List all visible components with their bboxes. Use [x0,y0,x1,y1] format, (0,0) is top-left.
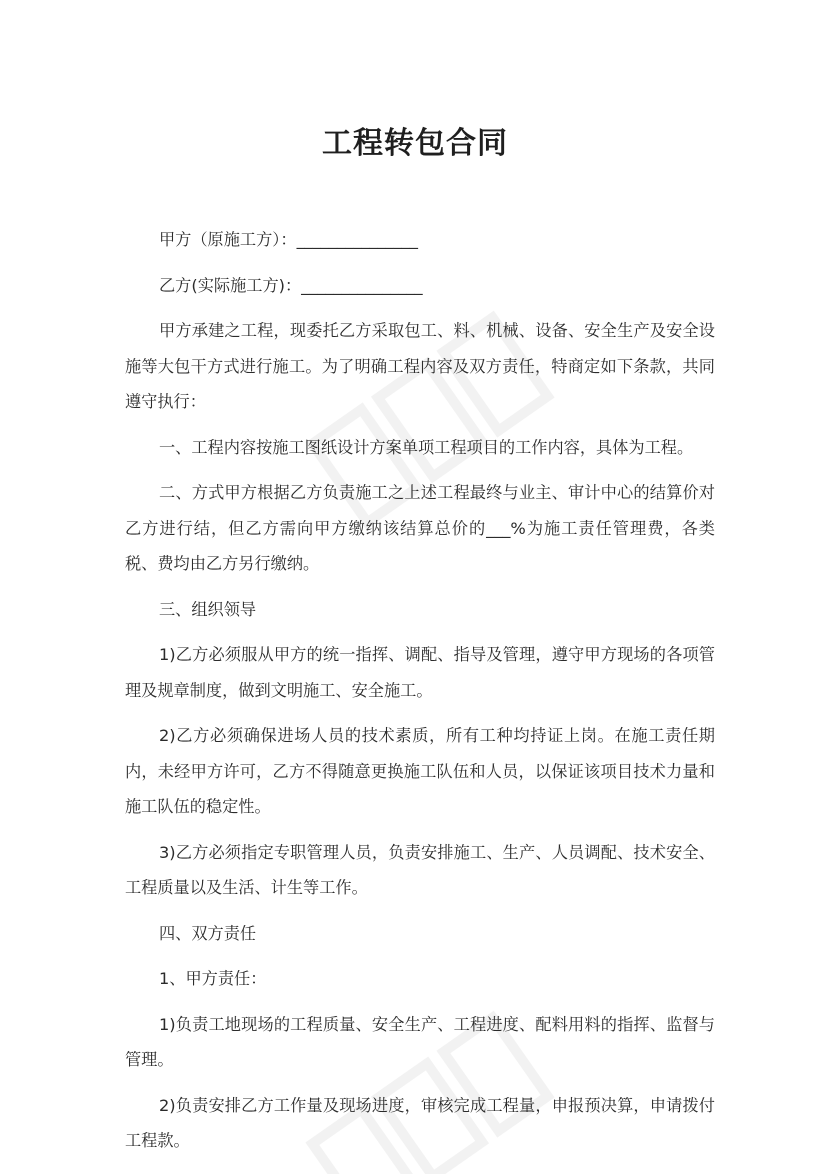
clause-3-heading: 三、组织领导 [159,599,257,619]
clause-4-party-a-heading: 1、甲方责任： [159,969,267,988]
clause-3-item-3: 3)乙方必须指定专职管理人员，负责安排施工、生产、人员调配、技术安全、工程质量以及生活、计生等工作。 [125,842,715,897]
clause-3-item-1: 1)乙方必须服从甲方的统一指挥、调配、指导及管理，遵守甲方现场的各项管理及规章制度，做到文明施工、安全施工。 [125,645,715,700]
party-b-line: 乙方(实际施工方)：_______________ [159,275,423,295]
clause-1-scope: 一、工程内容按施工图纸设计方案单项工程项目的工作内容，具体为工程。 [159,437,694,457]
party-a-line: 甲方（原施工方）：_______________ [159,230,418,249]
preamble-paragraph: 甲方承建之工程，现委托乙方采取包工、料、机械、设备、安全生产及安全设施等大包干方式进行施工。为了明确工程内容及双方责任，特商定如下条款，共同遵守执行： [125,321,715,411]
clause-4-heading: 四、双方责任 [159,923,257,943]
clause-3-item-2: 2)乙方必须确保进场人员的技术素质，所有工种均持证上岗。在施工责任期内，未经甲方许可，乙方不得随意更换施工队伍和人员，以保证该项目技术力量和施工队伍的稳定性。 [125,726,715,816]
clause-2-settlement: 二、方式甲方根据乙方负责施工之上述工程最终与业主、审计中心的结算价对乙方进行结，但乙方需向甲方缴纳该结算总价的___%为施工责任管理费，各类税、费均由乙方另行缴纳。 [125,483,715,573]
clause-4-party-a-item-2: 2)负责安排乙方工作量及现场进度，审核完成工程量，申报预决算，申请拨付工程款。 [125,1095,715,1150]
clause-4-party-a-item-1: 1)负责工地现场的工程质量、安全生产、工程进度、配料用料的指挥、监督与管理。 [125,1014,715,1069]
document-title: 工程转包合同 [322,126,508,161]
document-body [125,222,715,1169]
